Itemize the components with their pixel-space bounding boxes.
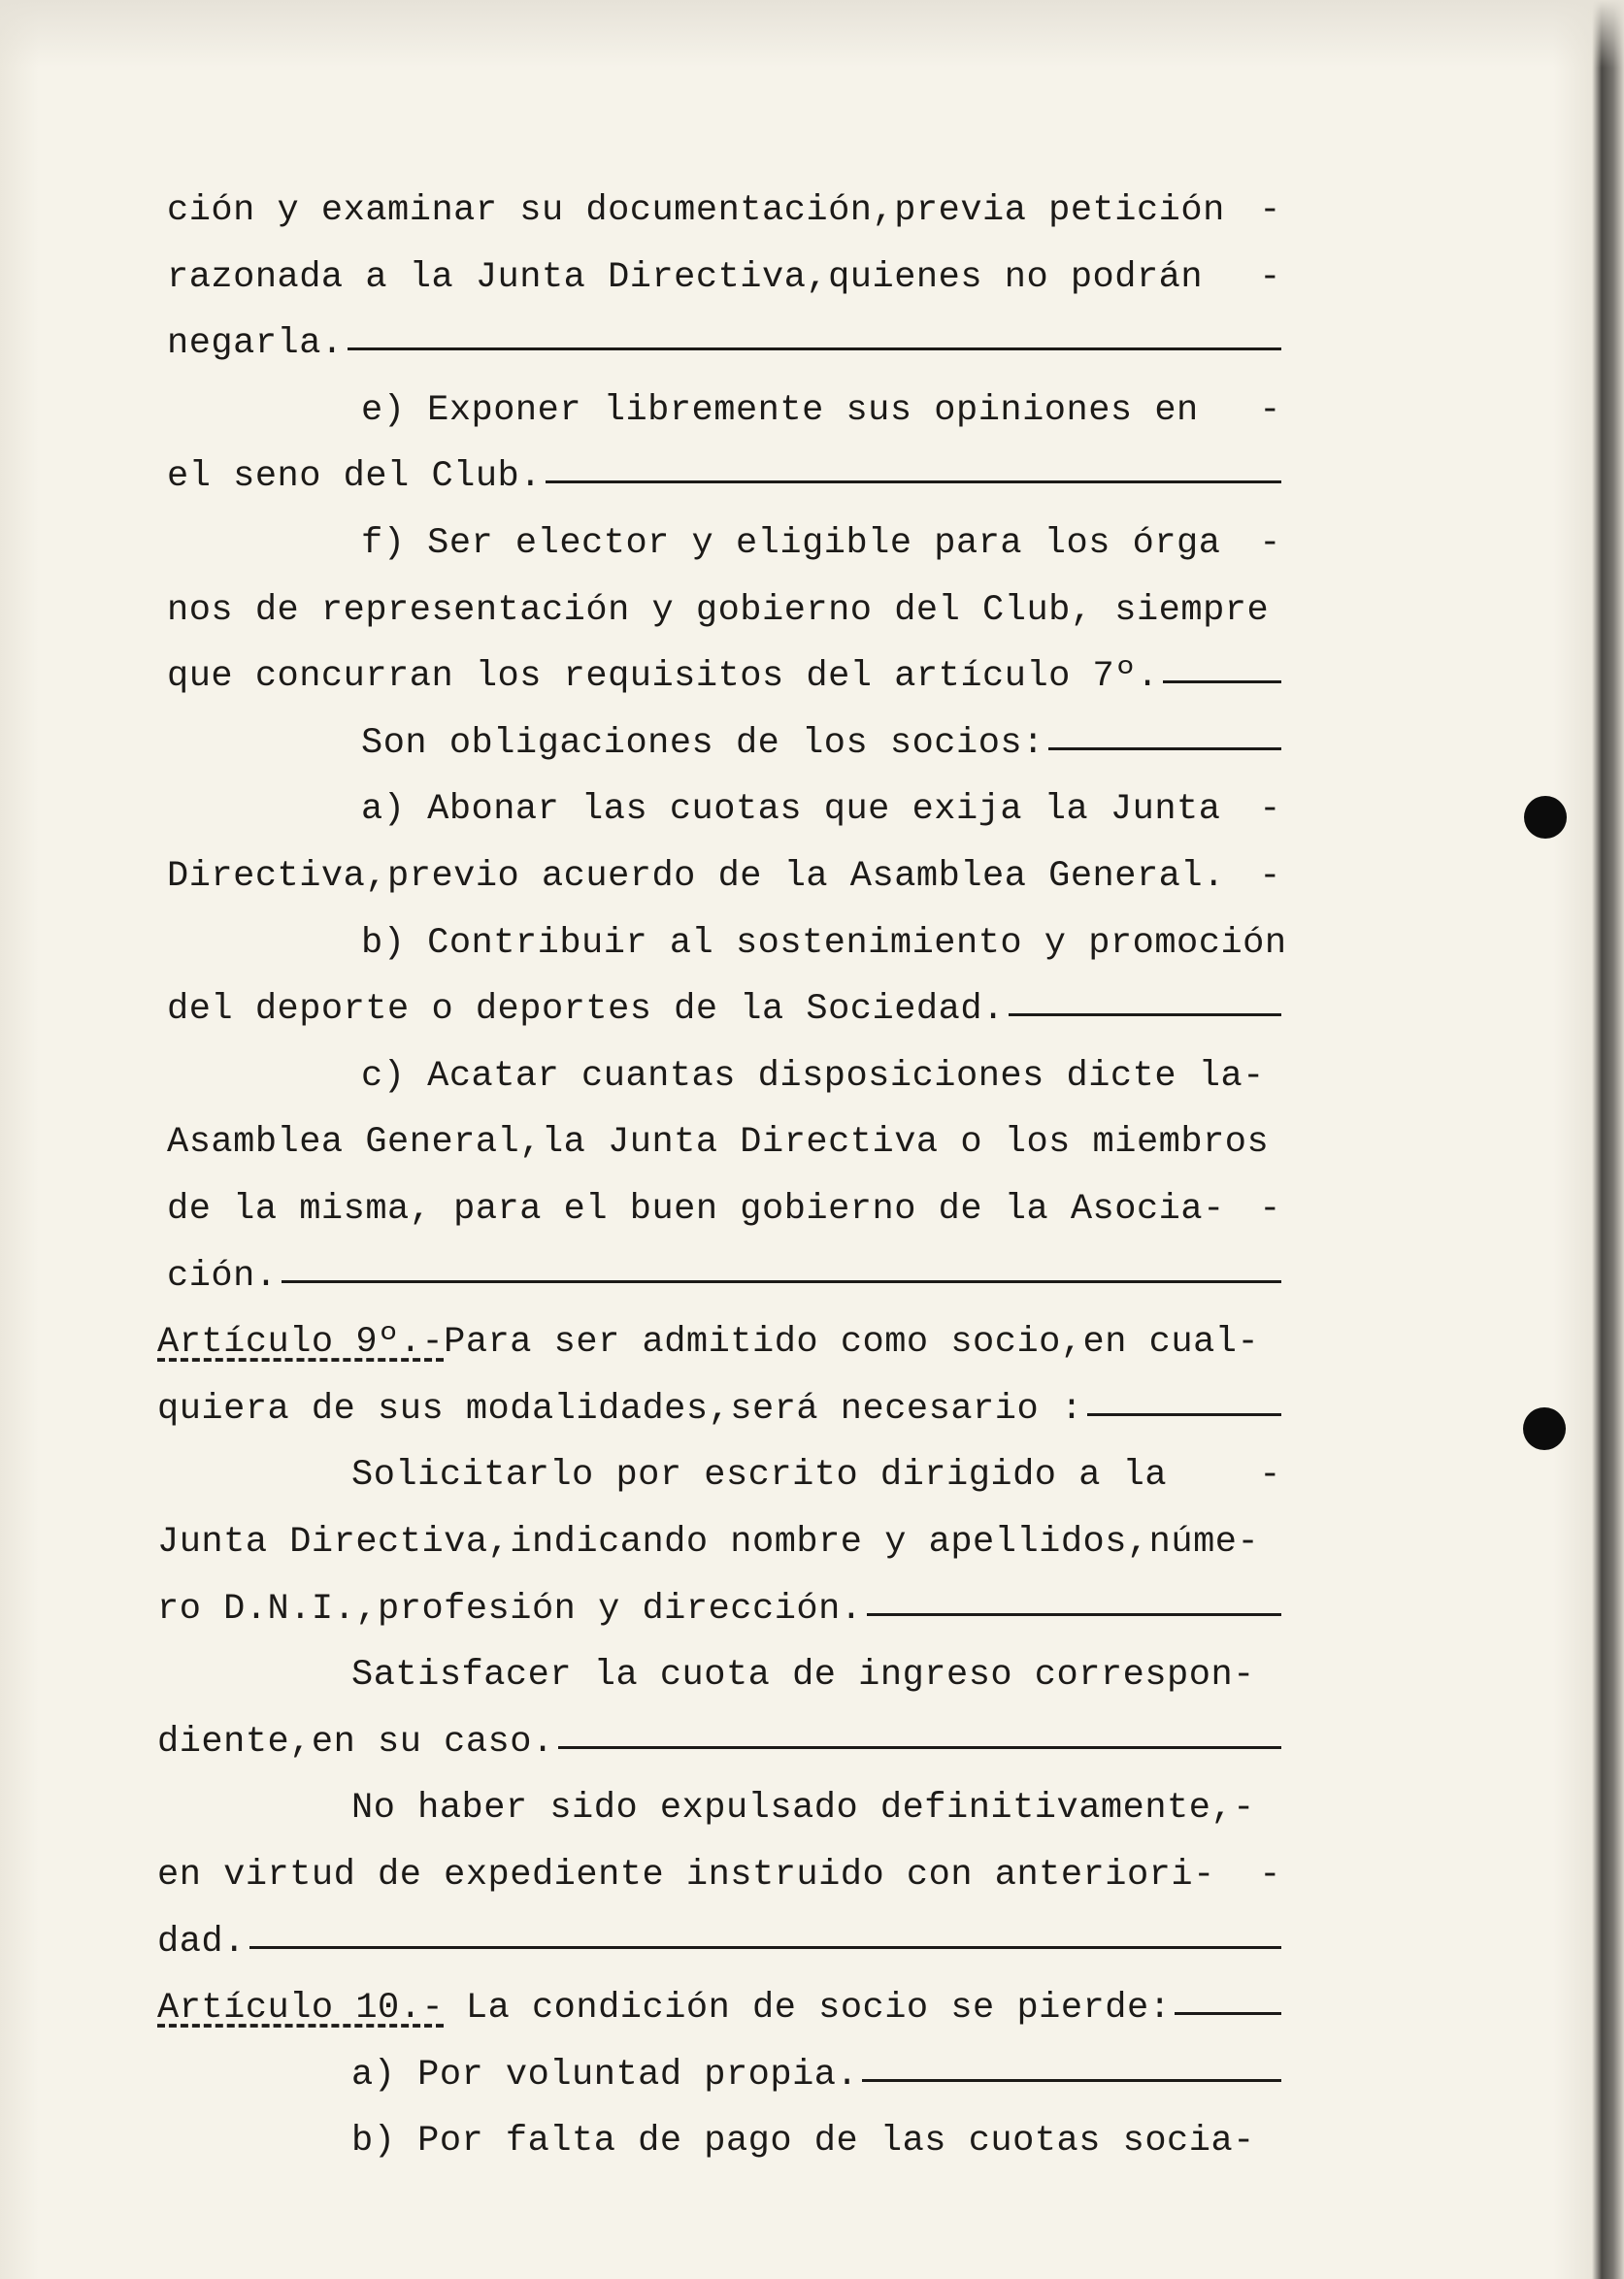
- line-end-hyphen: -: [1259, 389, 1281, 431]
- fill-rule-line: [348, 347, 1281, 350]
- fill-rule-line: [1048, 747, 1281, 750]
- line-text: b) Contribuir al sostenimiento y promoción: [361, 922, 1287, 964]
- text-line: [167, 588, 1281, 631]
- text-line: [167, 987, 1281, 1030]
- line-text: ro D.N.I.,profesión y dirección.: [157, 1588, 863, 1630]
- line-text: razonada a la Junta Directiva,quienes no podrán: [167, 256, 1204, 298]
- text-line: [157, 1920, 1281, 1963]
- line-text: La condición de socio se pierde:: [444, 1988, 1172, 2030]
- text-line: [167, 188, 1281, 231]
- text-line: [361, 921, 1287, 964]
- fill-rule-line: [1009, 1013, 1281, 1016]
- binder-hole: [1524, 796, 1567, 839]
- fill-rule-line: [546, 480, 1281, 483]
- text-line: [361, 521, 1281, 564]
- text-line: [351, 2119, 1281, 2162]
- fill-rule-line: [249, 1946, 1281, 1949]
- line-text: el seno del Club.: [167, 456, 542, 498]
- line-end-hyphen: -: [1259, 856, 1281, 897]
- line-text: Satisfacer la cuota de ingreso correspon-: [351, 1655, 1255, 1697]
- fill-rule-line: [1087, 1413, 1281, 1416]
- line-text: Solicitarlo por escrito dirigido a la: [351, 1455, 1168, 1497]
- fill-rule-line: [1163, 680, 1281, 683]
- line-text: Asamblea General,la Junta Directiva o los miembros: [167, 1122, 1270, 1164]
- line-text: en virtud de expediente instruido con anteriori-: [157, 1855, 1215, 1896]
- text-line: [351, 1653, 1281, 1696]
- article-heading-line: [157, 1320, 1281, 1363]
- text-line: [167, 854, 1281, 897]
- text-line: [351, 1453, 1281, 1496]
- line-end-hyphen: -: [1259, 523, 1281, 564]
- line-text: nos de representación y gobierno del Club, siempre: [167, 589, 1270, 631]
- article-heading: Artículo 9º.-: [157, 1322, 445, 1364]
- line-text: quiera de sus modalidades,será necesario :: [157, 1388, 1083, 1430]
- text-line: [157, 1520, 1281, 1563]
- text-line: [167, 255, 1281, 298]
- article-heading-line: [157, 1986, 1281, 2029]
- line-text: del deporte o deportes de la Sociedad.: [167, 989, 1005, 1031]
- fill-rule-line: [862, 2079, 1281, 2082]
- text-line: [157, 1853, 1281, 1896]
- line-text: Para ser admitido como socio,en cual-: [444, 1322, 1260, 1364]
- text-line: [167, 1187, 1281, 1230]
- text-line: [351, 2053, 1281, 2096]
- fill-rule-line: [1175, 2012, 1281, 2015]
- line-text: dad.: [157, 1921, 246, 1963]
- line-text: e) Exponer libremente sus opiniones en: [361, 389, 1199, 431]
- line-end-hyphen: -: [1259, 1189, 1281, 1230]
- text-line: [157, 1587, 1281, 1630]
- text-line: [157, 1720, 1281, 1763]
- fill-rule-line: [282, 1280, 1281, 1283]
- text-line: [361, 1054, 1281, 1097]
- text-line: [167, 321, 1281, 364]
- line-text: No haber sido expulsado definitivamente,-: [351, 1788, 1255, 1830]
- fill-rule-line: [867, 1613, 1281, 1616]
- text-line: [361, 721, 1281, 764]
- line-text: que concurran los requisitos del artículo 7º.: [167, 656, 1159, 698]
- line-text: Junta Directiva,indicando nombre y apellidos,núme-: [157, 1522, 1260, 1563]
- line-text: Son obligaciones de los socios:: [361, 722, 1044, 764]
- line-end-hyphen: -: [1259, 1855, 1281, 1896]
- text-line: [157, 1387, 1281, 1430]
- line-end-hyphen: -: [1259, 789, 1281, 831]
- line-text: b) Por falta de pago de las cuotas socia-: [351, 2121, 1255, 2163]
- text-line: [351, 1786, 1281, 1829]
- article-heading: Artículo 10.-: [157, 1988, 445, 2030]
- line-text: Directiva,previo acuerdo de la Asamblea General.: [167, 856, 1225, 897]
- scan-shadow: [0, 0, 1624, 68]
- text-line: [167, 654, 1281, 697]
- line-end-hyphen: -: [1259, 190, 1281, 231]
- text-line: [361, 388, 1281, 431]
- line-text: a) Por voluntad propia.: [351, 2054, 859, 2096]
- line-text: f) Ser elector y eligible para los órga: [361, 523, 1221, 564]
- line-end-hyphen: -: [1259, 256, 1281, 298]
- line-text: negarla.: [167, 323, 344, 365]
- line-text: ción y examinar su documentación,previa petición: [167, 190, 1225, 231]
- line-end-hyphen: -: [1259, 1455, 1281, 1497]
- text-line: [361, 787, 1281, 830]
- fill-rule-line: [558, 1746, 1281, 1749]
- line-text: diente,en su caso.: [157, 1721, 554, 1763]
- binder-hole: [1523, 1407, 1566, 1450]
- line-text: c) Acatar cuantas disposiciones dicte la-: [361, 1055, 1265, 1097]
- line-text: de la misma, para el buen gobierno de la Asocia-: [167, 1189, 1225, 1230]
- text-line: [167, 1254, 1281, 1297]
- line-text: ción.: [167, 1255, 278, 1297]
- text-line: [167, 1120, 1281, 1163]
- line-text: a) Abonar las cuotas que exija la Junta: [361, 789, 1221, 831]
- text-line: [167, 454, 1281, 497]
